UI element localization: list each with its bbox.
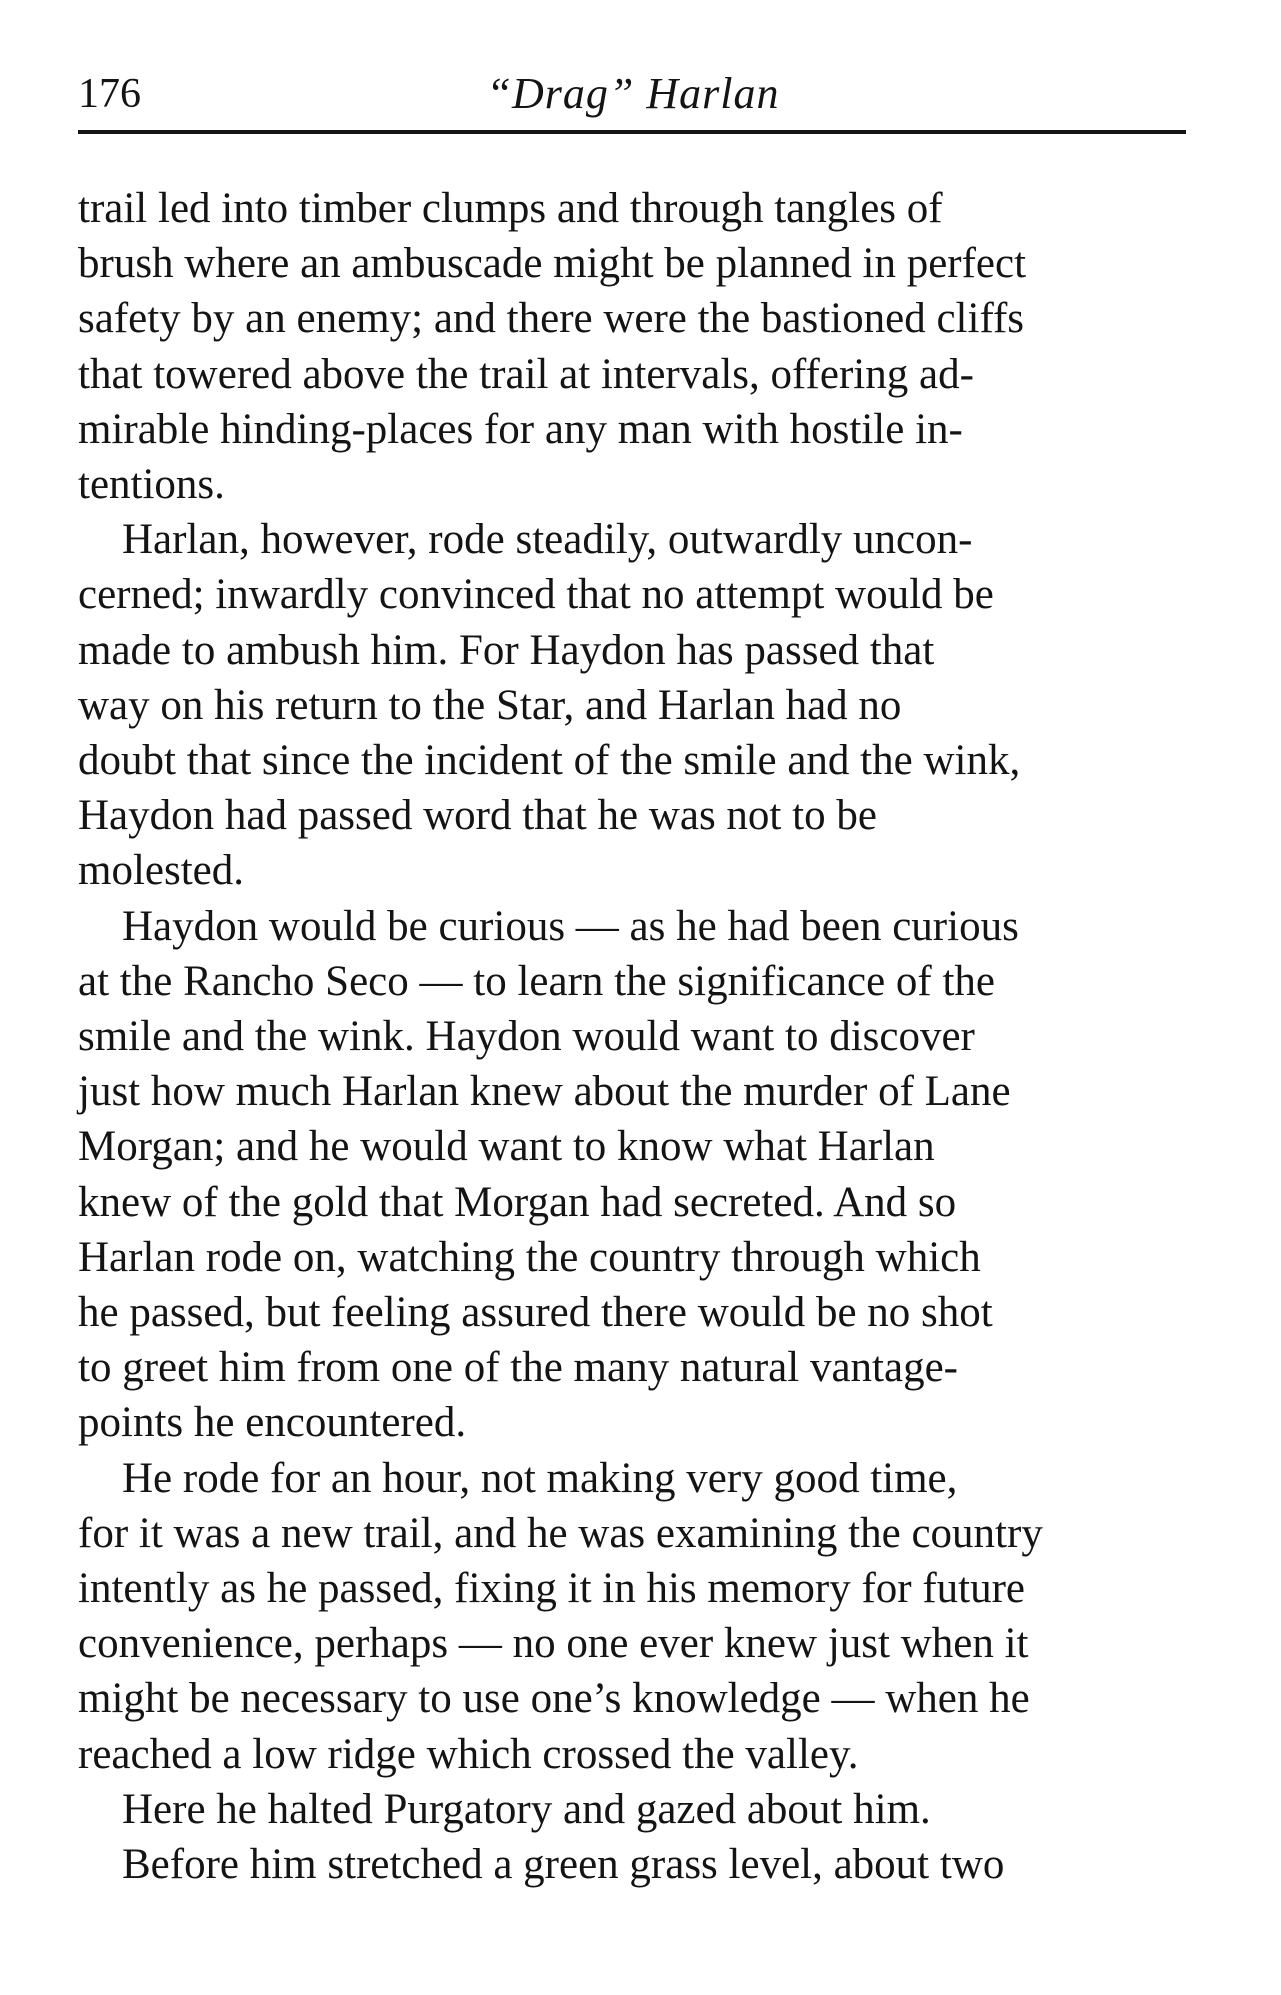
paragraph: [78, 181, 1188, 512]
body-text: [78, 181, 1188, 1892]
text-line: knew of the gold that Morgan had secreted. And so: [78, 1178, 957, 1226]
text-line: at the Rancho Seco — to learn the significance of the: [78, 957, 996, 1005]
text-line: to greet him from one of the many natural vantage-: [78, 1344, 958, 1392]
paragraph: [78, 1782, 1188, 1837]
text-line: brush where an ambuscade might be planned in perfect: [78, 240, 1027, 288]
text-line: made to ambush him. For Haydon has passed that: [78, 626, 935, 674]
paragraph: [78, 1451, 1188, 1782]
text-line: for it was a new trail, and he was examining the country: [78, 1509, 1043, 1557]
text-line: that towered above the trail at intervals, offering ad-: [78, 350, 974, 398]
text-line: Before him stretched a green grass level, about two: [122, 1841, 1005, 1889]
text-line: might be necessary to use one’s knowledge — when he: [78, 1675, 1030, 1723]
paragraph: [78, 899, 1188, 1451]
text-line: trail led into timber clumps and through tangles of: [78, 185, 943, 232]
text-line: Morgan; and he would want to know what Harlan: [78, 1123, 935, 1171]
text-line: he passed, but feeling assured there would be no shot: [78, 1289, 993, 1337]
text-line: tentions.: [78, 461, 225, 509]
text-line: Here he halted Purgatory and gazed about him.: [122, 1785, 931, 1833]
text-line: safety by an enemy; and there were the bastioned cliffs: [78, 295, 1025, 343]
header-rule: [78, 130, 1186, 134]
paragraph: [78, 1837, 1188, 1892]
paragraph: [78, 512, 1188, 898]
text-line: cerned; inwardly convinced that no attempt would be: [78, 571, 994, 619]
text-line: way on his return to the Star, and Harlan had no: [78, 681, 902, 729]
text-line: intently as he passed, fixing it in his memory for future: [78, 1565, 1026, 1613]
page-number: 176: [78, 71, 141, 117]
text-line: Harlan rode on, watching the country through which: [78, 1233, 981, 1281]
text-line: smile and the wink. Haydon would want to discover: [78, 1013, 975, 1061]
text-line: doubt that since the incident of the smile and the wink,: [78, 737, 1021, 785]
text-line: Haydon would be curious — as he had been curious: [122, 902, 1019, 950]
text-line: just how much Harlan knew about the murder of Lane: [78, 1068, 1011, 1116]
running-header: [78, 64, 1188, 124]
text-line: molested.: [78, 847, 244, 895]
text-line: points he encountered.: [78, 1399, 467, 1447]
text-line: He rode for an hour, not making very good time,: [122, 1454, 958, 1502]
text-line: mirable hinding-places for any man with hostile in-: [78, 405, 963, 453]
text-line: Haydon had passed word that he was not to be: [78, 792, 877, 840]
running-title: “Drag” Harlan: [486, 69, 780, 118]
text-line: convenience, perhaps — no one ever knew just when it: [78, 1620, 1029, 1668]
text-line: reached a low ridge which crossed the valley.: [78, 1730, 859, 1778]
text-line: Harlan, however, rode steadily, outwardly uncon-: [122, 516, 973, 564]
